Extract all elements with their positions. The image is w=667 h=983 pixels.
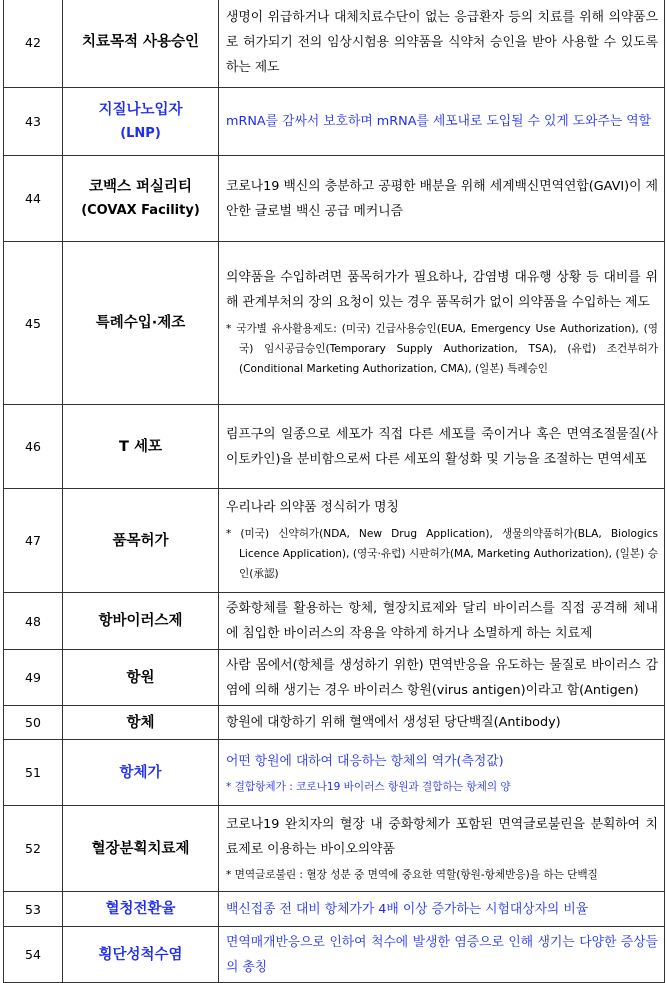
- row-term: 지질나노입자: [98, 101, 183, 118]
- row-number: 52: [4, 806, 63, 892]
- row-description-cell: [219, 489, 665, 593]
- table-row: [4, 650, 665, 706]
- table-row: [4, 489, 665, 593]
- table-row: [4, 706, 665, 740]
- row-term-sub: (COVAX Facility): [81, 202, 200, 218]
- row-description: 사람 몸에서(항체를 생성하기 위한) 면역반응을 유도하는 물질로 바이러스 감염에 의해 생기는 경우 바이러스 항원(virus antigen)이라고 함(Antigen): [219, 650, 665, 706]
- row-term: T 세포: [63, 405, 219, 489]
- row-term: 항원: [63, 650, 219, 706]
- row-number: 47: [4, 489, 63, 593]
- table-row: [4, 927, 665, 983]
- row-description: 생명이 위급하거나 대체치료수단이 없는 응급환자 등의 치료를 위해 의약품으로 허가되기 전의 임상시험용 의약품을 식약처 승인을 받아 사용할 수 있도록 하는 제도: [219, 0, 665, 88]
- row-number: 53: [4, 892, 63, 927]
- row-term-sub: (LNP): [120, 125, 161, 141]
- row-term: 항체가: [63, 740, 219, 806]
- glossary-table: [3, 0, 665, 983]
- row-term: 항체: [63, 706, 219, 740]
- row-number: 51: [4, 740, 63, 806]
- row-number: 54: [4, 927, 63, 983]
- row-number: 44: [4, 156, 63, 242]
- row-term: 특례수입·제조: [63, 242, 219, 405]
- row-description: 우리나라 의약품 정식허가 명칭: [226, 500, 399, 515]
- row-description: 코로나19 완치자의 혈장 내 중화항체가 포함된 면역글로불린을 분획하여 치료제로 이용하는 바이오의약품: [226, 817, 658, 857]
- row-number: 42: [4, 0, 63, 88]
- row-term-cell: [63, 88, 219, 156]
- row-number: 50: [4, 706, 63, 740]
- row-term: 횡단성척수염: [63, 927, 219, 983]
- row-description-cell: [219, 242, 665, 405]
- row-description: 의약품을 수입하려면 품목허가가 필요하나, 감염병 대유행 상황 등 대비를 위해 관계부처의 장의 요청이 있는 경우 품목허가 없이 의약품을 수입하는 제도: [226, 270, 658, 310]
- row-term: 혈장분획치료제: [63, 806, 219, 892]
- row-term: 항바이러스제: [63, 593, 219, 650]
- table-row: [4, 0, 665, 88]
- table-row: [4, 593, 665, 650]
- row-term: 코백스 퍼실리티: [88, 178, 193, 195]
- row-term-cell: [63, 156, 219, 242]
- row-description-cell: [219, 740, 665, 806]
- row-description: mRNA를 감싸서 보호하며 mRNA를 세포내로 도입될 수 있게 도와주는 역할: [219, 88, 665, 156]
- table-row: [4, 156, 665, 242]
- table-row: [4, 806, 665, 892]
- row-term: 품목허가: [63, 489, 219, 593]
- row-number: 43: [4, 88, 63, 156]
- row-number: 48: [4, 593, 63, 650]
- row-description: 면역매개반응으로 인하여 척수에 발생한 염증으로 인해 생기는 다양한 증상들의 총칭: [219, 927, 665, 983]
- table-row: [4, 405, 665, 489]
- row-number: 45: [4, 242, 63, 405]
- table-row: [4, 242, 665, 405]
- table-row: [4, 88, 665, 156]
- row-note: * 국가별 유사활용제도: (미국) 긴급사용승인(EUA, Emergency Use Authorization), (영국) 임시공급승인(Temporary Supply Authorization, TSA), (유럽) 조건부허가(Conditional Marketing Authorization, CMA), (일본) 특례승인: [226, 323, 658, 375]
- row-term: 혈청전환율: [63, 892, 219, 927]
- row-number: 49: [4, 650, 63, 706]
- row-description: 항원에 대항하기 위해 혈액에서 생성된 당단백질(Antibody): [219, 706, 665, 740]
- row-note: * (미국) 신약허가(NDA, New Drug Application), 생물의약품허가(BLA, Biologics Licence Application), (영국·유럽) 시판허가(MA, Marketing Authorization), (일본) 승인(承認): [226, 528, 658, 580]
- row-number: 46: [4, 405, 63, 489]
- row-description: 림프구의 일종으로 세포가 직접 다른 세포를 죽이거나 혹은 면역조절물질(사이토카인)을 분비함으로써 다른 세포의 활성화 및 기능을 조절하는 면역세포: [219, 405, 665, 489]
- table-row: [4, 740, 665, 806]
- row-description-cell: [219, 806, 665, 892]
- table-row: [4, 892, 665, 927]
- row-description: 코로나19 백신의 충분하고 공평한 배분을 위해 세계백신면역연합(GAVI)이 제안한 글로벌 백신 공급 메커니즘: [219, 156, 665, 242]
- row-description: 중화항체를 활용하는 항체, 혈장치료제와 달리 바이러스를 직접 공격해 체내에 침입한 바이러스의 작용을 약하게 하거나 소멸하게 하는 치료제: [219, 593, 665, 650]
- row-description: 어떤 항원에 대하여 대응하는 항체의 역가(측정값): [226, 753, 504, 769]
- row-description: 백신접종 전 대비 항체가가 4배 이상 증가하는 시험대상자의 비율: [219, 892, 665, 927]
- row-note: * 면역글로불린 : 혈장 성분 중 면역에 중요한 역할(항원-항체반응)을 하는 단백질: [226, 869, 598, 881]
- row-note: * 결합항체가 : 코로나19 바이러스 항원과 결합하는 항체의 양: [226, 780, 511, 793]
- row-term: 치료목적 사용승인: [63, 0, 219, 88]
